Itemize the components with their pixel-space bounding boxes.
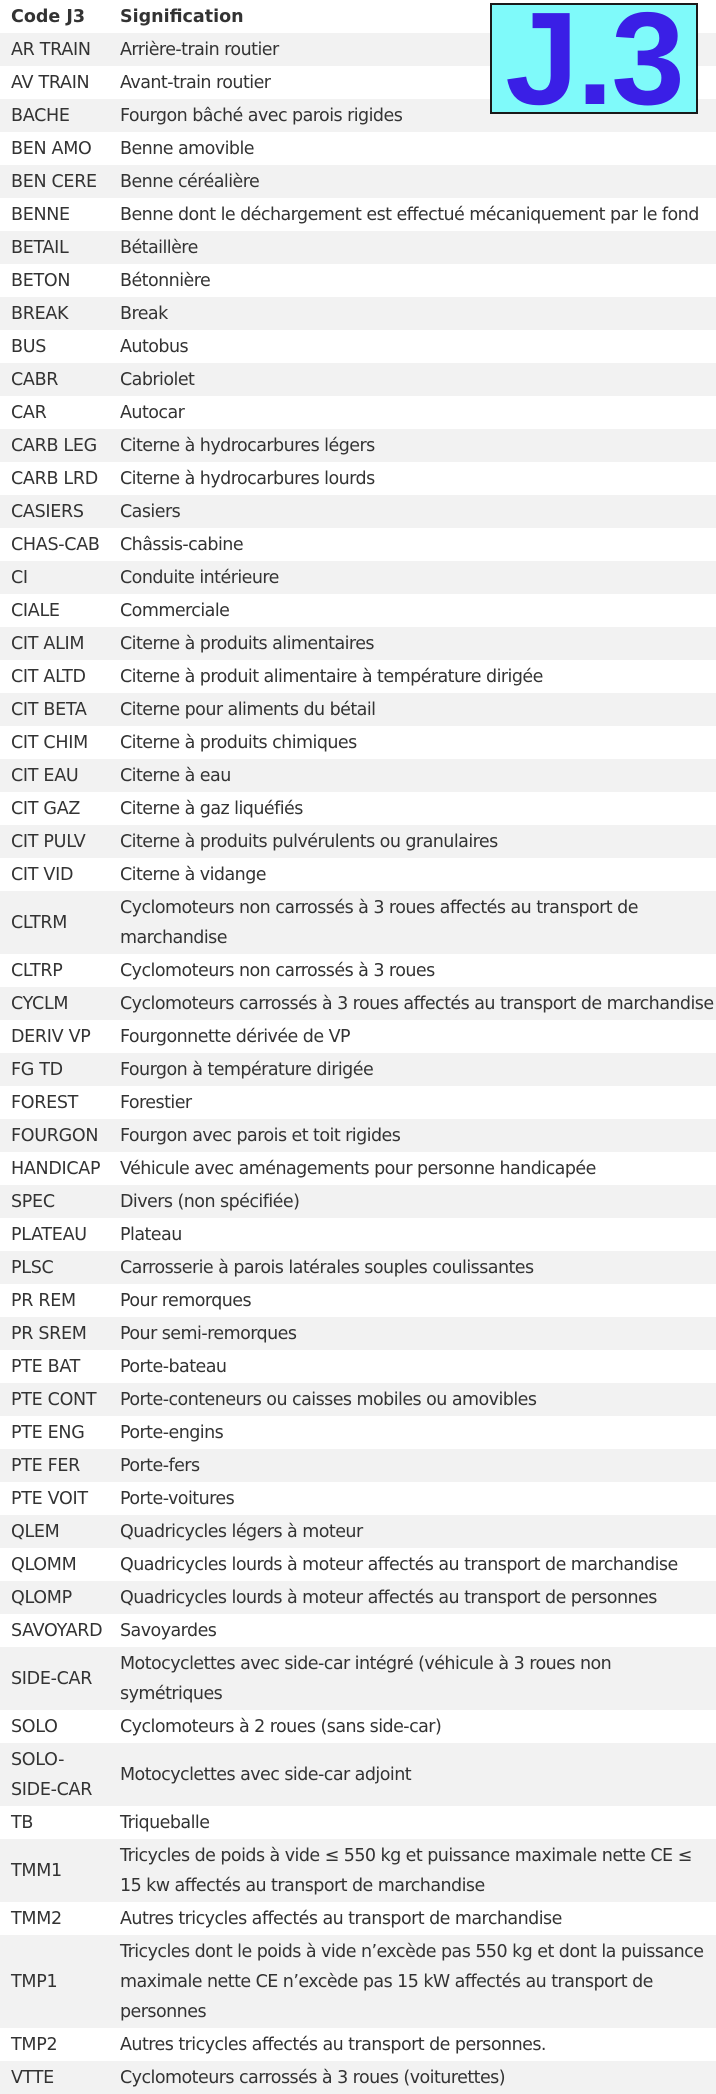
code-cell: CARB LEG	[11, 435, 97, 456]
code-cell: CIT GAZ	[11, 798, 81, 819]
table-row	[0, 891, 716, 954]
code-cell: PLSC	[11, 1257, 54, 1278]
code-cell: PTE ENG	[11, 1422, 85, 1443]
code-cell: BREAK	[11, 303, 69, 324]
table-row	[0, 2028, 716, 2061]
table-row	[0, 1185, 716, 1218]
signification-cell: Châssis-cabine	[120, 534, 244, 555]
code-cell: CAR	[11, 402, 47, 423]
code-cell: CLTRP	[11, 960, 63, 981]
code-cell: QLOMP	[11, 1587, 72, 1608]
signification-cell: Cyclomoteurs carrossés à 3 roues (voiturettes)	[120, 2067, 506, 2088]
table-row	[0, 1284, 716, 1317]
signification-cell: Porte-conteneurs ou caisses mobiles ou amovibles	[120, 1389, 537, 1410]
code-cell: BETON	[11, 270, 71, 291]
j3-badge-text: J.3	[505, 3, 683, 114]
signification-cell: Citerne pour aliments du bétail	[120, 699, 376, 720]
code-cell: BEN AMO	[11, 138, 92, 159]
signification-cell: Citerne à produit alimentaire à température dirigée	[120, 666, 543, 687]
code-cell: BACHE	[11, 105, 70, 126]
code-cell: TB	[11, 1812, 34, 1833]
signification-cell: Cyclomoteurs non carrossés à 3 roues	[120, 960, 435, 981]
signification-cell: Savoyardes	[120, 1620, 217, 1641]
table-row	[0, 1743, 716, 1806]
code-cell: SPEC	[11, 1191, 55, 1212]
table-row	[0, 1902, 716, 1935]
table-row	[0, 1053, 716, 1086]
table-row	[0, 330, 716, 363]
code-cell: PLATEAU	[11, 1224, 87, 1245]
signification-cell: Quadricycles lourds à moteur affectés au transport de personnes	[120, 1587, 657, 1608]
code-cell: FOURGON	[11, 1125, 99, 1146]
code-cell: VTTE	[11, 2067, 54, 2088]
header-code: Code J3	[11, 6, 86, 27]
code-cell: CIT BETA	[11, 699, 87, 720]
signification-cell: Citerne à produits pulvérulents ou granulaires	[120, 831, 498, 852]
signification-cell: Conduite intérieure	[120, 567, 279, 588]
table-row	[0, 1935, 716, 2028]
code-cell: PR REM	[11, 1290, 76, 1311]
table-row	[0, 1020, 716, 1053]
table-row	[0, 1449, 716, 1482]
table-row	[0, 1614, 716, 1647]
table-body	[0, 33, 716, 2094]
table-row	[0, 858, 716, 891]
table-row	[0, 1218, 716, 1251]
table-row	[0, 954, 716, 987]
signification-cell: Fourgon bâché avec parois rigides	[120, 105, 403, 126]
signification-cell: Porte-fers	[120, 1455, 200, 1476]
table-row	[0, 396, 716, 429]
table-row	[0, 198, 716, 231]
signification-cell: Motocyclettes avec side-car adjoint	[120, 1764, 412, 1785]
signification-cell: Autobus	[120, 336, 189, 357]
table-row	[0, 1251, 716, 1284]
signification-cell: Benne céréalière	[120, 171, 260, 192]
code-cell: PTE FER	[11, 1455, 81, 1476]
table-row	[0, 1152, 716, 1185]
signification-cell: Plateau	[120, 1224, 182, 1245]
code-cell: CIT PULV	[11, 831, 86, 852]
table-row	[0, 1548, 716, 1581]
table-row	[0, 1806, 716, 1839]
signification-cell: Porte-voitures	[120, 1488, 235, 1509]
code-cell: TMP2	[11, 2034, 58, 2055]
code-cell: CABR	[11, 369, 59, 390]
table-row	[0, 627, 716, 660]
signification-cell: Arrière-train routier	[120, 39, 279, 60]
signification-cell: Tricycles dont le poids à vide n’excède pas 550 kg et dont la puissance maximale nette CE n’excède pas 15 kW affectés au transport de personnes	[120, 1941, 704, 2022]
signification-cell: Citerne à produits alimentaires	[120, 633, 374, 654]
code-cell: CIT CHIM	[11, 732, 88, 753]
code-cell: CIALE	[11, 600, 60, 621]
signification-cell: Cabriolet	[120, 369, 195, 390]
code-cell: CHAS-CAB	[11, 534, 100, 555]
signification-cell: Cyclomoteurs non carrossés à 3 roues affectés au transport de marchandise	[120, 897, 638, 948]
code-cell: CYCLM	[11, 993, 69, 1014]
signification-cell: Tricycles de poids à vide ≤ 550 kg et puissance maximale nette CE ≤ 15 kw affectés au transport de marchandise	[120, 1845, 692, 1896]
code-cell: DERIV VP	[11, 1026, 91, 1047]
signification-cell: Carrosserie à parois latérales souples coulissantes	[120, 1257, 534, 1278]
signification-cell: Fourgon à température dirigée	[120, 1059, 374, 1080]
table-row	[0, 462, 716, 495]
code-cell: CASIERS	[11, 501, 84, 522]
signification-cell: Autocar	[120, 402, 185, 423]
code-cell: CIT VID	[11, 864, 74, 885]
signification-cell: Porte-engins	[120, 1422, 224, 1443]
table-row	[0, 1647, 716, 1710]
code-cell: PTE BAT	[11, 1356, 81, 1377]
signification-cell: Citerne à gaz liquéfiés	[120, 798, 303, 819]
signification-cell: Casiers	[120, 501, 181, 522]
signification-cell: Citerne à produits chimiques	[120, 732, 357, 753]
signification-cell: Autres tricycles affectés au transport de personnes.	[120, 2034, 546, 2055]
table-row	[0, 231, 716, 264]
signification-cell: Citerne à vidange	[120, 864, 266, 885]
code-cell: BUS	[11, 336, 47, 357]
code-cell: QLOMM	[11, 1554, 77, 1575]
table-row	[0, 561, 716, 594]
table-row	[0, 165, 716, 198]
signification-cell: Bétaillère	[120, 237, 198, 258]
code-cell: PTE VOIT	[11, 1488, 88, 1509]
code-cell: TMP1	[11, 1971, 58, 1992]
table-row	[0, 1581, 716, 1614]
code-cell: FOREST	[11, 1092, 79, 1113]
signification-cell: Triqueballe	[120, 1812, 210, 1833]
code-cell: BENNE	[11, 204, 70, 225]
signification-cell: Porte-bateau	[120, 1356, 227, 1377]
code-cell: PR SREM	[11, 1323, 87, 1344]
table-row	[0, 429, 716, 462]
signification-cell: Avant-train routier	[120, 72, 271, 93]
signification-cell: Bétonnière	[120, 270, 211, 291]
table-row	[0, 1086, 716, 1119]
code-cell: HANDICAP	[11, 1158, 101, 1179]
code-cell: CLTRM	[11, 912, 68, 933]
table-row	[0, 1317, 716, 1350]
signification-cell: Cyclomoteurs carrossés à 3 roues affectés au transport de marchandise	[120, 993, 714, 1014]
signification-cell: Pour semi-remorques	[120, 1323, 297, 1344]
table-row	[0, 1383, 716, 1416]
table-row	[0, 495, 716, 528]
table-row	[0, 1350, 716, 1383]
table-row	[0, 825, 716, 858]
code-cell: CIT ALTD	[11, 666, 86, 687]
table-row	[0, 132, 716, 165]
code-cell: TMM2	[11, 1908, 62, 1929]
signification-cell: Quadricycles légers à moteur	[120, 1521, 363, 1542]
code-cell: CIT ALIM	[11, 633, 85, 654]
signification-cell: Pour remorques	[120, 1290, 252, 1311]
code-cell: TMM1	[11, 1860, 62, 1881]
table-row	[0, 1416, 716, 1449]
signification-cell: Quadricycles lourds à moteur affectés au transport de marchandise	[120, 1554, 678, 1575]
code-cell: AV TRAIN	[11, 72, 90, 93]
signification-cell: Citerne à eau	[120, 765, 231, 786]
code-cell: AR TRAIN	[11, 39, 91, 60]
code-cell: CIT EAU	[11, 765, 79, 786]
table-row	[0, 594, 716, 627]
table-row	[0, 660, 716, 693]
code-cell: SOLO-SIDE-CAR	[11, 1749, 93, 1800]
table-row	[0, 1482, 716, 1515]
table-row	[0, 297, 716, 330]
table-row	[0, 2061, 716, 2094]
signification-cell: Motocyclettes avec side-car intégré (véhicule à 3 roues non symétriques	[120, 1653, 612, 1704]
code-cell: FG TD	[11, 1059, 63, 1080]
signification-cell: Benne dont le déchargement est effectué mécaniquement par le fond	[120, 204, 699, 225]
signification-cell: Citerne à hydrocarbures lourds	[120, 468, 375, 489]
header-signification: Signification	[120, 6, 244, 27]
code-cell: CARB LRD	[11, 468, 98, 489]
code-cell: SAVOYARD	[11, 1620, 103, 1641]
table-row	[0, 1119, 716, 1152]
signification-cell: Fourgon avec parois et toit rigides	[120, 1125, 401, 1146]
code-cell: CI	[11, 567, 28, 588]
table-row	[0, 1839, 716, 1902]
signification-cell: Divers (non spécifiée)	[120, 1191, 300, 1212]
signification-cell: Cyclomoteurs à 2 roues (sans side-car)	[120, 1716, 442, 1737]
signification-cell: Benne amovible	[120, 138, 255, 159]
code-cell: PTE CONT	[11, 1389, 97, 1410]
table-row	[0, 1710, 716, 1743]
table-row	[0, 264, 716, 297]
signification-cell: Fourgonnette dérivée de VP	[120, 1026, 350, 1047]
j3-badge	[490, 3, 698, 114]
signification-cell: Autres tricycles affectés au transport de marchandise	[120, 1908, 562, 1929]
table-row	[0, 726, 716, 759]
table-row	[0, 987, 716, 1020]
signification-cell: Break	[120, 303, 168, 324]
table-row	[0, 363, 716, 396]
table-row	[0, 528, 716, 561]
signification-cell: Forestier	[120, 1092, 192, 1113]
signification-cell: Véhicule avec aménagements pour personne handicapée	[120, 1158, 596, 1179]
table-row	[0, 792, 716, 825]
code-cell: BEN CERE	[11, 171, 97, 192]
code-cell: SIDE-CAR	[11, 1668, 93, 1689]
table-row	[0, 759, 716, 792]
table-row	[0, 1515, 716, 1548]
code-cell: SOLO	[11, 1716, 58, 1737]
signification-cell: Citerne à hydrocarbures légers	[120, 435, 375, 456]
table-row	[0, 693, 716, 726]
signification-cell: Commerciale	[120, 600, 230, 621]
code-cell: QLEM	[11, 1521, 60, 1542]
code-cell: BETAIL	[11, 237, 69, 258]
